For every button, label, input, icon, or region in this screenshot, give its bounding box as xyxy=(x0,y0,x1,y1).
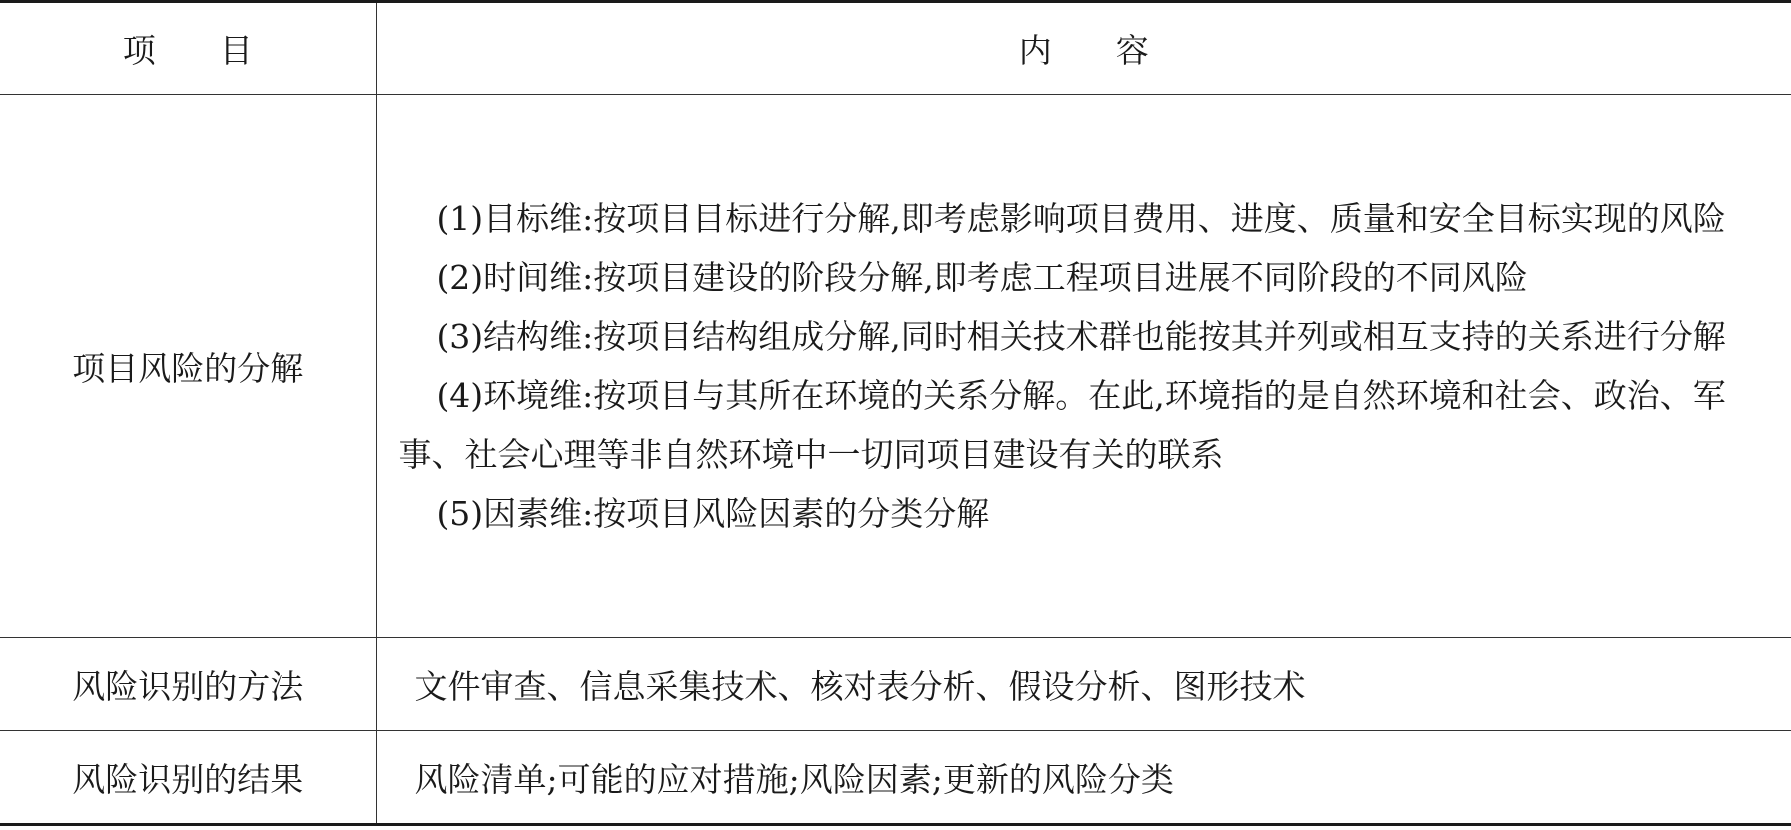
paragraph-target-dimension: (1)目标维:按项目目标进行分解,即考虑影响项目费用、进度、质量和安全目标实现的风险 xyxy=(436,199,1726,238)
table-row xyxy=(0,731,1791,825)
header-item xyxy=(0,2,376,95)
header-content xyxy=(376,2,1791,95)
header-row xyxy=(0,2,1791,95)
header-content-char-2: 容 xyxy=(1115,31,1149,70)
paragraph-structure-dimension: (3)结构维:按项目结构组成分解,同时相关技术群也能按其并列或相互支持的关系进行分解 xyxy=(436,317,1726,356)
row-label: 风险识别的结果 xyxy=(0,731,376,825)
paragraph-environment-dimension: (4)环境维:按项目与其所在环境的关系分解。在此,环境指的是自然环境和社会、政治、军事、社会心理等非自然环境中一切同项目建设有关的联系 xyxy=(398,376,1726,474)
row-label: 项目风险的分解 xyxy=(0,95,376,638)
row-content: 文件审查、信息采集技术、核对表分析、假设分析、图形技术 xyxy=(376,638,1791,731)
paragraph-time-dimension: (2)时间维:按项目建设的阶段分解,即考虑工程项目进展不同阶段的不同风险 xyxy=(436,258,1528,297)
paragraph-factor-dimension: (5)因素维:按项目风险因素的分类分解 xyxy=(436,494,990,533)
table-row xyxy=(0,95,1791,638)
header-content-char-1: 内 xyxy=(1018,31,1052,70)
row-label: 风险识别的方法 xyxy=(0,638,376,731)
header-item-char-1: 项 xyxy=(122,31,156,70)
row-content xyxy=(376,95,1791,638)
header-item-char-2: 目 xyxy=(219,31,253,70)
table-row xyxy=(0,638,1791,731)
row-content: 风险清单;可能的应对措施;风险因素;更新的风险分类 xyxy=(414,759,1174,799)
